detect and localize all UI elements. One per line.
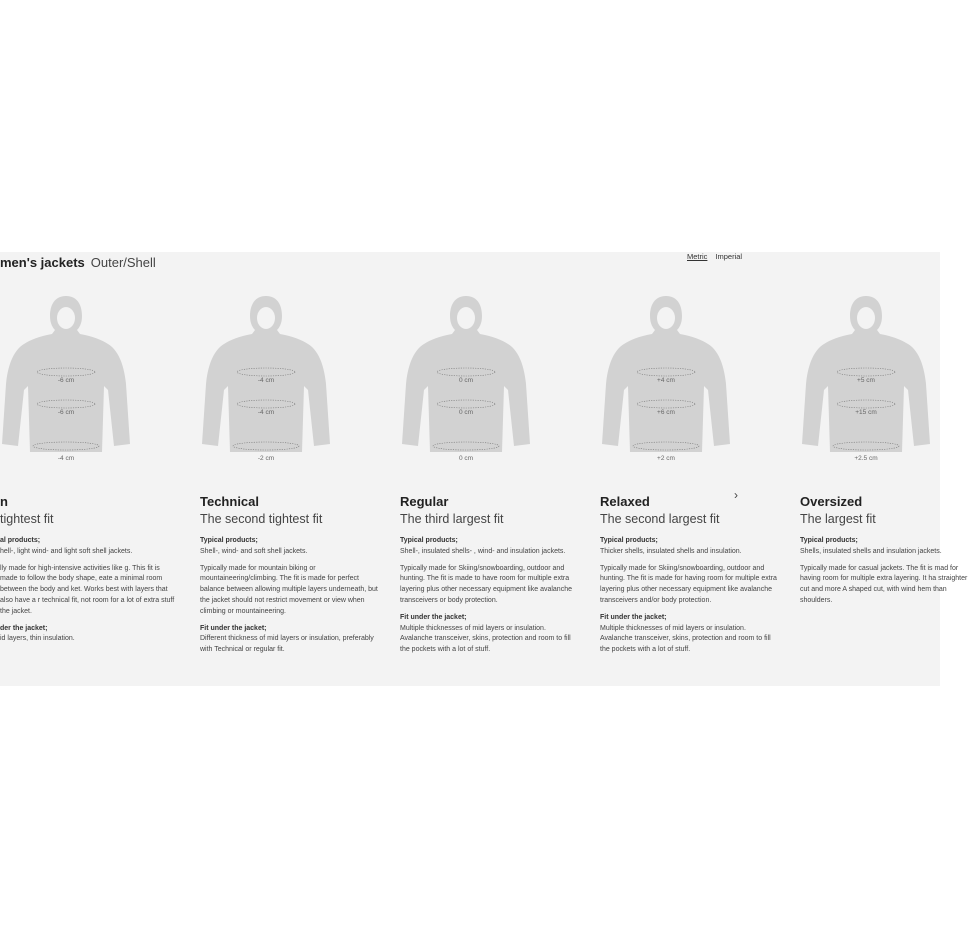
fit-description: The third largest fit: [400, 512, 504, 526]
fit-name: Regular: [400, 494, 449, 509]
next-arrow-icon[interactable]: ›: [734, 488, 738, 502]
measurement-label: +4 cm: [657, 377, 675, 384]
jacket-figure: [600, 294, 732, 484]
usage-text: Typically made for casual jackets. The fit is mad for having room for multiple extra layering. It ha straighter cut and more A shaped cut, with wind hem than shoulders.: [800, 564, 968, 604]
measurement-label: -6 cm: [57, 409, 75, 416]
fit-under-text: Different thickness of mid layers or insulation, preferably with Technical or regular fit.: [200, 635, 374, 654]
measurement-label: -4 cm: [257, 377, 275, 384]
typical-products-text: Thicker shells, insulated shells and insulation.: [600, 547, 742, 555]
fit-under-label: der the jacket;: [0, 624, 48, 632]
measurement-label: 0 cm: [458, 409, 474, 416]
measurement-label: -4 cm: [257, 409, 275, 416]
measurement-label: +6 cm: [657, 409, 675, 416]
jacket-figure: [200, 294, 332, 484]
fit-name: Relaxed: [600, 494, 650, 509]
measurement-label: 0 cm: [458, 455, 474, 462]
fit-details: [400, 536, 578, 662]
jacket-illustration: [600, 294, 732, 484]
fit-details: [800, 536, 978, 613]
measurement-label: +15 cm: [855, 409, 877, 416]
typical-products-text: hell-, light wind- and light soft shell jackets.: [0, 547, 133, 555]
metric-toggle[interactable]: Metric: [687, 252, 708, 261]
jacket-figure: [800, 294, 932, 484]
fit-name: n: [0, 494, 8, 509]
fit-description: The second tightest fit: [200, 512, 323, 526]
typical-products-label: Typical products;: [600, 537, 658, 544]
typical-products-label: Typical products;: [400, 537, 458, 544]
typical-products-label: al products;: [0, 537, 41, 544]
usage-text: Typically made for Skiing/snowboarding, outdoor and hunting. The fit is made to have room for multiple extra layering plus other necessary equipment like avalanche transceivers or body protection.: [400, 564, 572, 604]
typical-products-text: Shell-, wind- and soft shell jackets.: [200, 547, 308, 555]
fit-description: The largest fit: [800, 512, 876, 526]
fit-name: Technical: [200, 494, 260, 509]
page-title: [0, 255, 156, 270]
fit-under-label: Fit under the jacket;: [200, 624, 267, 632]
usage-text: lly made for high-intensive activities like g. This fit is made to follow the body shape, eate a minimal room between the body and ket. Works best with layers that also have a r technical fit, not room for a lot of extra stuff the jacket.: [0, 564, 175, 615]
fit-details: [0, 536, 178, 651]
fit-under-text: Multiple thicknesses of mid layers or insulation. Avalanche transceiver, skins, protection and room to fill the pockets with a lot of stuff.: [400, 624, 571, 654]
fit-under-text: Multiple thicknesses of mid layers or insulation. Avalanche transceiver, skins, protection and room to fill the pockets with a lot of stuff.: [600, 624, 771, 654]
fit-description: The second largest fit: [600, 512, 720, 526]
fit-details: [200, 536, 378, 662]
measurement-label: -2 cm: [257, 455, 275, 462]
typical-products-label: Typical products;: [200, 537, 258, 544]
fit-under-label: Fit under the jacket;: [600, 613, 667, 621]
jacket-illustration: [800, 294, 932, 484]
measurement-label: -4 cm: [57, 455, 75, 462]
jacket-illustration: [400, 294, 532, 484]
fit-under-label: Fit under the jacket;: [400, 613, 467, 621]
title-sub: Outer/Shell: [90, 255, 156, 270]
fit-name: Oversized: [800, 494, 863, 509]
usage-text: Typically made for Skiing/snowboarding, outdoor and hunting. The fit is made for having room for multiple extra layering plus other necessary equipment like avalanche transceivers and/or body protection.: [600, 564, 777, 604]
unit-switch: [687, 252, 750, 261]
measurement-label: -6 cm: [57, 377, 75, 384]
jacket-illustration: [0, 294, 132, 484]
fit-details: [600, 536, 778, 662]
jacket-figure: [400, 294, 532, 484]
fit-under-text: id layers, thin insulation.: [0, 635, 75, 643]
measurement-label: 0 cm: [458, 377, 474, 384]
fit-guide-panel: [0, 252, 968, 686]
fit-description: tightest fit: [0, 512, 54, 526]
typical-products-text: Shell-, insulated shells- , wind- and insulation jackets.: [400, 547, 566, 555]
measurement-label: +2 cm: [657, 455, 675, 462]
usage-text: Typically made for mountain biking or mountaineering/climbing. The fit is made for perfect balance between allowing multiple layers underneath, but the jacket should not restrict movement or view when climbing or mountaineering.: [200, 564, 378, 615]
title-bold: men's jackets: [0, 255, 85, 270]
measurement-label: +2.5 cm: [854, 455, 878, 462]
jacket-illustration: [200, 294, 332, 484]
typical-products-label: Typical products;: [800, 537, 858, 544]
measurement-label: +5 cm: [857, 377, 875, 384]
imperial-toggle[interactable]: Imperial: [715, 252, 743, 261]
jacket-figure: [0, 294, 132, 484]
typical-products-text: Shells, insulated shells and insulation jackets.: [800, 547, 942, 555]
